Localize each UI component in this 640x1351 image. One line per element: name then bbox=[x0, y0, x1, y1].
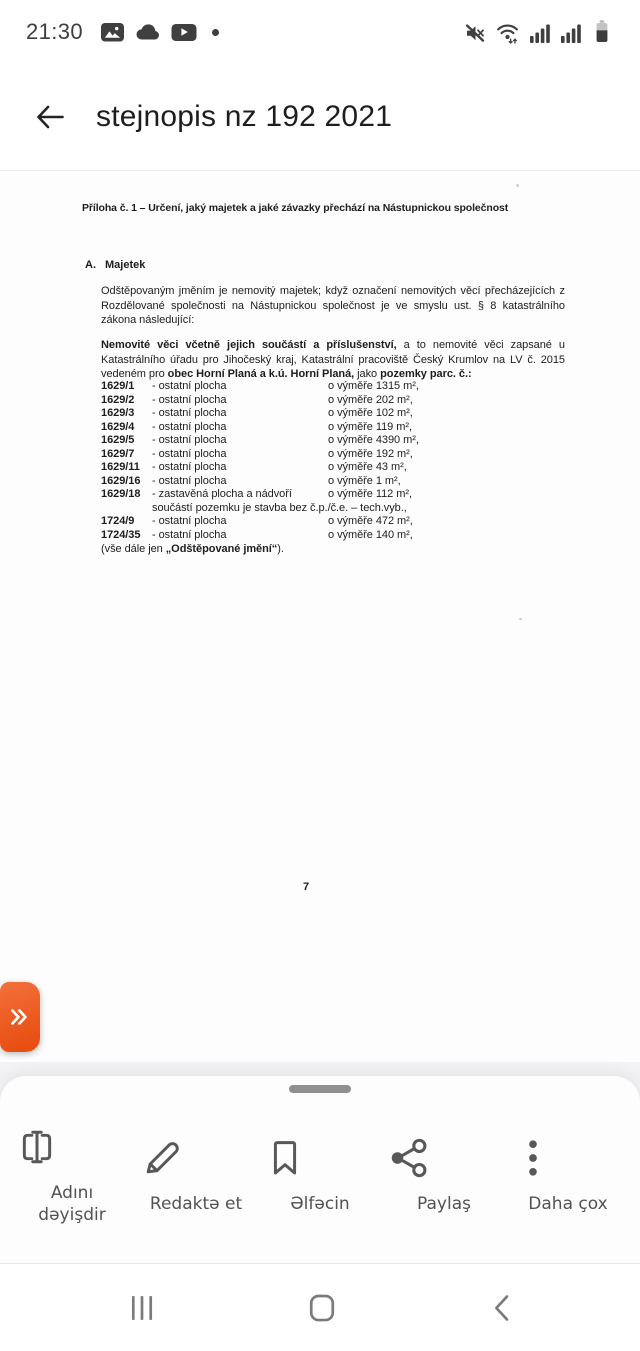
action-label: Redaktə et bbox=[149, 1194, 243, 1214]
parcel-number: 1629/7 bbox=[101, 447, 135, 460]
parcel-desc: - ostatní plocha bbox=[152, 515, 227, 527]
doc-paragraph-2-text-b: jako bbox=[354, 368, 381, 381]
document-viewer[interactable] bbox=[0, 170, 640, 1062]
doc-paragraph-2 bbox=[101, 338, 565, 382]
action-label: Adını dəyişdir bbox=[38, 1183, 106, 1225]
parcel-row bbox=[101, 448, 565, 462]
bookmark-icon bbox=[262, 1135, 378, 1181]
edit-icon bbox=[138, 1135, 254, 1181]
parcel-number: 1724/35 bbox=[101, 528, 141, 541]
doc-closing-pre: (vše dále jen bbox=[101, 542, 166, 555]
parcel-row bbox=[101, 434, 565, 448]
action-label: Əlfəcin bbox=[290, 1194, 350, 1214]
parcel-row bbox=[101, 529, 565, 543]
signal-icon-1 bbox=[528, 21, 552, 45]
doc-section-title: Majetek bbox=[105, 259, 146, 271]
drag-handle[interactable] bbox=[289, 1085, 351, 1093]
parcel-row bbox=[101, 488, 565, 502]
back-nav-button[interactable] bbox=[475, 1280, 531, 1336]
doc-paragraph-1: Odštěpovaným jměním je nemovitý majetek; když označení nemovitých věcí přecházejících z Rozdělované společnosti na Nástupnickou společnost je ve smyslu ust. § 8 katastrálního zákona následující: bbox=[101, 285, 565, 327]
action-share[interactable] bbox=[386, 1124, 502, 1226]
parcel-number: 1629/16 bbox=[101, 474, 141, 487]
home-icon bbox=[303, 1289, 341, 1327]
action-rename[interactable] bbox=[14, 1124, 130, 1226]
parcel-number: 1629/1 bbox=[101, 380, 135, 392]
home-button[interactable] bbox=[294, 1280, 350, 1336]
double-chevron-right-icon bbox=[7, 1004, 33, 1030]
parcel-area: o výměře 1315 m², bbox=[328, 380, 419, 392]
doc-paragraph-2-text-a: a to nemovité věci zapsané u Katastrálního úřadu pro Jihočeský kraj, Katastrální pracoviště Český Krumlov na LV č. 2015 vedeném pro bbox=[101, 339, 565, 381]
arrow-left-icon bbox=[33, 100, 67, 134]
status-bar bbox=[0, 0, 640, 64]
parcel-note: součástí pozemku je stavba bez č.p./č.e. – tech.vyb., bbox=[152, 501, 407, 514]
action-more[interactable] bbox=[510, 1124, 626, 1226]
page-title: stejnopis nz 192 2021 bbox=[96, 100, 393, 133]
parcel-desc: - ostatní plocha bbox=[152, 474, 227, 487]
parcel-area: o výměře 4390 m², bbox=[328, 434, 419, 446]
doc-closing bbox=[101, 543, 565, 557]
parcel-number: 1724/9 bbox=[101, 515, 135, 527]
parcel-area: o výměře 140 m², bbox=[328, 528, 413, 541]
page-number: 7 bbox=[303, 881, 310, 893]
parcel-row bbox=[101, 421, 565, 435]
doc-paragraph-2-bold-c: pozemky parc. č.: bbox=[380, 368, 472, 381]
share-icon bbox=[386, 1135, 502, 1181]
gallery-icon bbox=[100, 21, 125, 43]
parcel-number: 1629/5 bbox=[101, 434, 135, 446]
app-header bbox=[0, 64, 640, 170]
parcel-desc: - ostatní plocha bbox=[152, 407, 227, 419]
parcel-area: o výměře 102 m², bbox=[328, 407, 413, 419]
scan-speck bbox=[516, 184, 519, 187]
parcel-number: 1629/4 bbox=[101, 420, 135, 433]
doc-section-heading bbox=[85, 259, 145, 271]
notification-dot bbox=[212, 29, 219, 36]
parcel-list bbox=[101, 380, 565, 556]
parcel-desc: - ostatní plocha bbox=[152, 380, 227, 392]
parcel-row bbox=[101, 515, 565, 529]
action-bookmark[interactable] bbox=[262, 1124, 378, 1226]
parcel-row bbox=[101, 394, 565, 408]
wifi-icon bbox=[494, 19, 521, 45]
parcel-desc: - ostatní plocha bbox=[152, 434, 227, 446]
parcel-row bbox=[101, 380, 565, 394]
mute-icon bbox=[463, 21, 487, 45]
parcel-desc: - zastavěná plocha a nádvoří bbox=[152, 488, 292, 500]
parcel-row bbox=[101, 475, 565, 489]
parcel-area: o výměře 1 m², bbox=[328, 474, 401, 487]
parcel-desc: - ostatní plocha bbox=[152, 393, 227, 406]
parcel-number: 1629/2 bbox=[101, 393, 135, 406]
parcel-area: o výměře 43 m², bbox=[328, 461, 407, 473]
battery-icon bbox=[590, 19, 614, 45]
action-label: Paylaş bbox=[417, 1194, 471, 1214]
parcel-area: o výměře 119 m², bbox=[328, 420, 412, 433]
action-label: Daha çox bbox=[528, 1194, 608, 1214]
parcel-number: 1629/3 bbox=[101, 407, 135, 419]
status-time: 21:30 bbox=[26, 19, 84, 44]
parcel-area: o výměře 472 m², bbox=[328, 515, 413, 527]
action-edit[interactable] bbox=[138, 1124, 254, 1226]
expand-fab[interactable] bbox=[0, 982, 40, 1052]
doc-closing-post: ). bbox=[277, 542, 284, 555]
parcel-desc: - ostatní plocha bbox=[152, 420, 227, 433]
scan-speck bbox=[519, 618, 522, 620]
doc-closing-bold: „Odštěpované jmění“ bbox=[165, 542, 278, 555]
doc-paragraph-2-bold-lead: Nemovité věci včetně jejich součástí a příslušenství, bbox=[101, 339, 397, 351]
parcel-desc: - ostatní plocha bbox=[152, 447, 227, 460]
parcel-row bbox=[101, 407, 565, 421]
youtube-icon bbox=[171, 21, 197, 43]
recents-icon bbox=[123, 1289, 161, 1327]
doc-heading: Příloha č. 1 – Určení, jaký majetek a jaké závazky přechází na Nástupnickou společnost bbox=[82, 202, 509, 214]
parcel-area: o výměře 202 m², bbox=[328, 393, 413, 406]
rename-icon bbox=[14, 1124, 130, 1170]
parcel-desc: - ostatní plocha bbox=[152, 528, 227, 541]
parcel-desc: - ostatní plocha bbox=[152, 461, 227, 473]
cloud-icon bbox=[134, 21, 162, 43]
parcel-number: 1629/18 bbox=[101, 488, 141, 500]
chevron-left-icon bbox=[484, 1289, 522, 1327]
recents-button[interactable] bbox=[114, 1280, 170, 1336]
doc-paragraph-2-bold-b: obec Horní Planá a k.ú. Horní Planá, bbox=[167, 368, 355, 381]
doc-section-label: A. bbox=[85, 259, 96, 271]
actions-row bbox=[0, 1076, 640, 1226]
parcel-area: o výměře 192 m², bbox=[328, 447, 413, 460]
back-button[interactable] bbox=[28, 95, 72, 139]
parcel-number: 1629/11 bbox=[101, 461, 140, 473]
navigation-bar bbox=[0, 1263, 640, 1351]
parcel-area: o výměře 112 m², bbox=[328, 488, 412, 500]
parcel-row bbox=[101, 461, 565, 475]
signal-icon-2 bbox=[559, 21, 583, 45]
more-icon bbox=[510, 1135, 626, 1181]
